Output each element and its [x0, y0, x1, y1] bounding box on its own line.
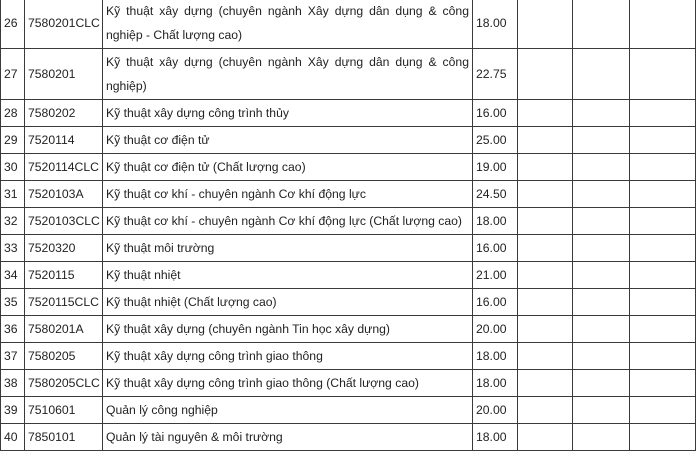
empty-cell: [573, 289, 630, 316]
cutoff-score-cell: 16.00: [473, 100, 518, 127]
row-number-cell: 26: [1, 0, 25, 49]
empty-cell: [518, 208, 573, 235]
major-name-cell: Kỹ thuật cơ điện tử (Chất lượng cao): [103, 154, 473, 181]
major-name-cell: Quản lý tài nguyên & môi trường: [103, 424, 473, 451]
major-code-cell: 7580202: [25, 100, 103, 127]
table-row: [1, 0, 696, 49]
cutoff-score-cell: 20.00: [473, 397, 518, 424]
empty-cell: [573, 343, 630, 370]
empty-cell: [518, 0, 573, 49]
cutoff-score-cell: 16.00: [473, 235, 518, 262]
major-code-cell: 7520114CLC: [25, 154, 103, 181]
empty-cell: [630, 100, 696, 127]
empty-cell: [630, 208, 696, 235]
empty-cell: [518, 181, 573, 208]
major-code-cell: 7580201: [25, 49, 103, 100]
table-row: [1, 343, 696, 370]
empty-cell: [518, 343, 573, 370]
table-row: [1, 424, 696, 451]
major-name-cell: Kỹ thuật môi trường: [103, 235, 473, 262]
empty-cell: [573, 127, 630, 154]
empty-cell: [518, 289, 573, 316]
empty-cell: [518, 262, 573, 289]
row-number-cell: 35: [1, 289, 25, 316]
empty-cell: [573, 316, 630, 343]
major-code-cell: 7520114: [25, 127, 103, 154]
empty-cell: [573, 235, 630, 262]
row-number-cell: 40: [1, 424, 25, 451]
major-name-cell: Kỹ thuật xây dựng công trình giao thông (Chất lượng cao): [103, 370, 473, 397]
major-code-cell: 7520115CLC: [25, 289, 103, 316]
cutoff-score-cell: 20.00: [473, 316, 518, 343]
cutoff-score-cell: 18.00: [473, 424, 518, 451]
table-row: [1, 316, 696, 343]
empty-cell: [630, 397, 696, 424]
row-number-cell: 31: [1, 181, 25, 208]
row-number-cell: 29: [1, 127, 25, 154]
major-name-cell: Kỹ thuật xây dựng (chuyên ngành Tin học xây dựng): [103, 316, 473, 343]
table-row: [1, 262, 696, 289]
empty-cell: [573, 208, 630, 235]
empty-cell: [630, 424, 696, 451]
table-row: [1, 127, 696, 154]
row-number-cell: 36: [1, 316, 25, 343]
major-code-cell: 7580201CLC: [25, 0, 103, 49]
cutoff-score-cell: 18.00: [473, 0, 518, 49]
row-number-cell: 33: [1, 235, 25, 262]
row-number-cell: 28: [1, 100, 25, 127]
cutoff-score-cell: 18.00: [473, 370, 518, 397]
row-number-cell: 30: [1, 154, 25, 181]
major-name-cell: Kỹ thuật xây dựng (chuyên ngành Xây dựng dân dụng & công nghiệp): [103, 49, 473, 100]
empty-cell: [630, 316, 696, 343]
major-code-cell: 7580205CLC: [25, 370, 103, 397]
empty-cell: [630, 154, 696, 181]
empty-cell: [518, 397, 573, 424]
row-number-cell: 39: [1, 397, 25, 424]
major-code-cell: 7520103CLC: [25, 208, 103, 235]
row-number-cell: 27: [1, 49, 25, 100]
cutoff-score-cell: 18.00: [473, 343, 518, 370]
table-row: [1, 397, 696, 424]
empty-cell: [573, 370, 630, 397]
empty-cell: [573, 397, 630, 424]
empty-cell: [518, 49, 573, 100]
major-code-cell: 7850101: [25, 424, 103, 451]
table-row: [1, 208, 696, 235]
empty-cell: [573, 262, 630, 289]
table-row: [1, 154, 696, 181]
empty-cell: [573, 100, 630, 127]
empty-cell: [518, 370, 573, 397]
table-row: [1, 49, 696, 100]
empty-cell: [518, 127, 573, 154]
major-code-cell: 7520103A: [25, 181, 103, 208]
cutoff-score-cell: 25.00: [473, 127, 518, 154]
major-name-cell: Kỹ thuật cơ điện tử: [103, 127, 473, 154]
empty-cell: [630, 289, 696, 316]
major-name-cell: Kỹ thuật nhiệt (Chất lượng cao): [103, 289, 473, 316]
empty-cell: [573, 424, 630, 451]
empty-cell: [630, 49, 696, 100]
table-row: [1, 235, 696, 262]
empty-cell: [630, 0, 696, 49]
major-code-cell: 7520320: [25, 235, 103, 262]
empty-cell: [630, 343, 696, 370]
empty-cell: [630, 181, 696, 208]
empty-cell: [630, 127, 696, 154]
empty-cell: [518, 424, 573, 451]
major-name-cell: Kỹ thuật xây dựng (chuyên ngành Xây dựng dân dụng & công nghiệp - Chất lượng cao): [103, 0, 473, 49]
row-number-cell: 32: [1, 208, 25, 235]
empty-cell: [630, 370, 696, 397]
empty-cell: [630, 262, 696, 289]
empty-cell: [573, 49, 630, 100]
major-name-cell: Kỹ thuật cơ khí - chuyên ngành Cơ khí động lực: [103, 181, 473, 208]
cutoff-score-cell: 24.50: [473, 181, 518, 208]
empty-cell: [630, 235, 696, 262]
major-code-cell: 7510601: [25, 397, 103, 424]
major-code-cell: 7520115: [25, 262, 103, 289]
major-name-cell: Kỹ thuật nhiệt: [103, 262, 473, 289]
cutoff-score-cell: 16.00: [473, 289, 518, 316]
cutoff-score-cell: 22.75: [473, 49, 518, 100]
major-code-cell: 7580201A: [25, 316, 103, 343]
major-name-cell: Quản lý công nghiệp: [103, 397, 473, 424]
cutoff-score-cell: 19.00: [473, 154, 518, 181]
table-row: [1, 100, 696, 127]
cutoff-score-cell: 21.00: [473, 262, 518, 289]
major-code-cell: 7580205: [25, 343, 103, 370]
empty-cell: [573, 0, 630, 49]
table-row: [1, 181, 696, 208]
empty-cell: [518, 154, 573, 181]
empty-cell: [518, 235, 573, 262]
row-number-cell: 34: [1, 262, 25, 289]
cutoff-score-cell: 18.00: [473, 208, 518, 235]
major-name-cell: Kỹ thuật cơ khí - chuyên ngành Cơ khí động lực (Chất lượng cao): [103, 208, 473, 235]
table-row: [1, 370, 696, 397]
empty-cell: [573, 181, 630, 208]
empty-cell: [518, 100, 573, 127]
major-name-cell: Kỹ thuật xây dựng công trình giao thông: [103, 343, 473, 370]
table-row: [1, 289, 696, 316]
empty-cell: [573, 154, 630, 181]
row-number-cell: 38: [1, 370, 25, 397]
major-name-cell: Kỹ thuật xây dựng công trình thủy: [103, 100, 473, 127]
row-number-cell: 37: [1, 343, 25, 370]
table-body: [1, 0, 696, 451]
empty-cell: [518, 316, 573, 343]
